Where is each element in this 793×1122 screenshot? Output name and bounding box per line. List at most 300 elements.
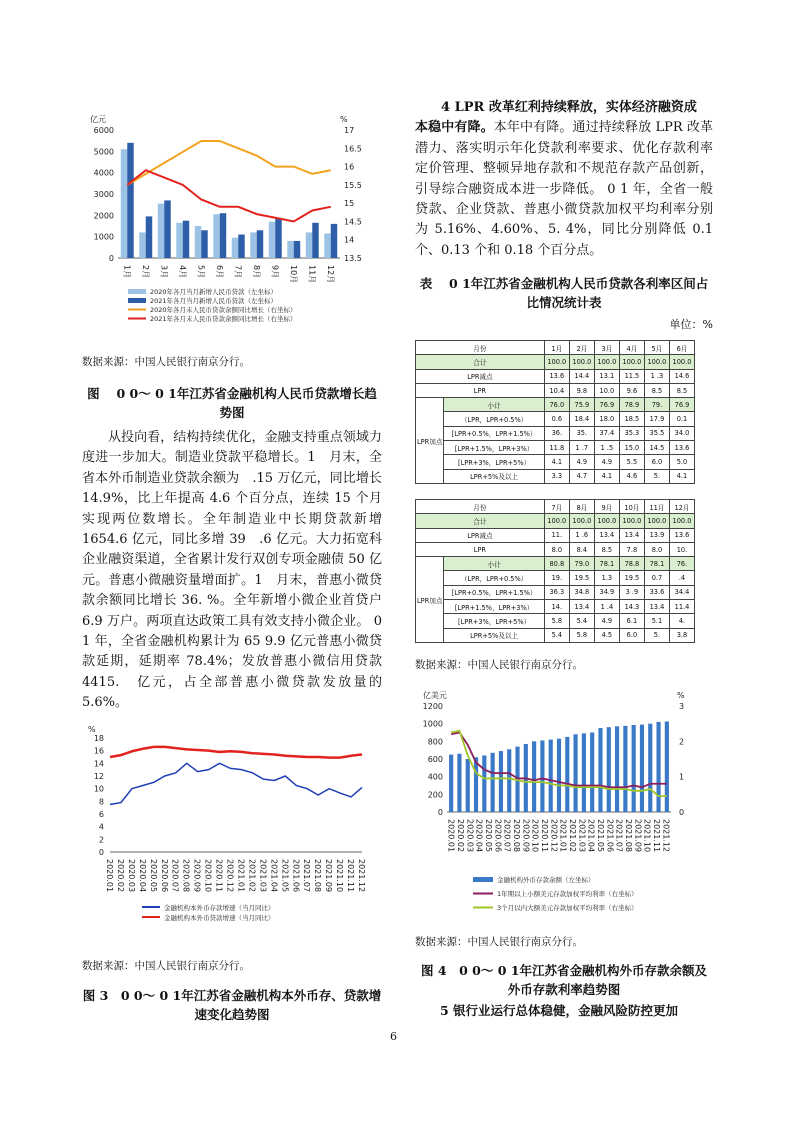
table-b-row: [416, 585, 695, 599]
fig3-y-tick: 10: [93, 784, 104, 794]
fig4-bar: [482, 755, 486, 812]
right-paragraph: [415, 98, 727, 261]
fig1-bar: [238, 235, 244, 258]
fig1-bar: [176, 223, 182, 258]
fig1-x-tick: 6月: [214, 265, 224, 279]
fig4-yleft-tick: 200: [427, 790, 443, 800]
table-a-row: [416, 441, 695, 455]
table-b-cell: 13.4: [569, 600, 594, 614]
fig4-bar: [615, 726, 619, 812]
table-a-cell: 3.3: [544, 469, 569, 483]
table-a-cell: 35.5: [644, 426, 669, 440]
rate-table-b: [415, 499, 695, 643]
table-b-cell: 79.0: [569, 557, 594, 571]
table-a-cell: 11.5: [619, 369, 644, 383]
table-b-cell: 6.0: [619, 628, 644, 642]
table-b-header-cell: 12月: [669, 500, 694, 514]
fig1-source: 数据来源：中国人民银行南京分行。: [82, 356, 250, 368]
fig1-caption: 图 0 0～ 0 1年江苏省金融机构人民币贷款增长趋势图: [87, 386, 377, 420]
table-unit: 单位：%: [669, 318, 713, 331]
fig1-right-unit: %: [340, 115, 348, 124]
table-a-cell: 100.0: [569, 355, 594, 369]
table-b-cell: 8.0: [544, 542, 569, 556]
fig3-x-tick: 2021.07: [302, 859, 312, 893]
fig4-x-tick: 2021.03: [577, 819, 587, 853]
table-a-cell: 6.0: [644, 455, 669, 469]
table-b-cell: 3.8: [669, 628, 694, 642]
fig4-x-tick: 2021.05: [596, 819, 605, 853]
table-a-cell: 76.9: [669, 398, 694, 412]
fig1-x-tick: 12月: [325, 265, 335, 284]
fig1-bar: [139, 232, 145, 258]
fig4-right-unit: %: [677, 691, 685, 700]
table-b-cell: 13.4: [619, 528, 644, 542]
fig1-x-tick: 3月: [159, 265, 169, 279]
fig4-yleft-tick: 400: [427, 772, 443, 782]
fig3-y-tick: 4: [98, 822, 104, 832]
table-b-cell: 8.0: [644, 542, 669, 556]
table-b-cell: 100.0: [644, 514, 669, 528]
table-a-cell: 0.1: [669, 412, 694, 426]
table-b-row-label: 合计: [416, 514, 545, 528]
fig3-caption: 图 3 0 0～ 0 1年江苏省金融机构本外币存、贷款增速变化趋势图: [82, 988, 382, 1022]
fig1-legend-label: 2020年各月当月新增人民币贷款（左坐标）: [150, 288, 278, 296]
table-a-cell: 5.: [644, 469, 669, 483]
fig4-bar: [590, 733, 594, 813]
table-a-row-label: LPR+5%及以上: [444, 469, 544, 483]
fig4-bar: [598, 728, 602, 812]
table-a-cell: 14.4: [569, 369, 594, 383]
fig1-bar: [146, 216, 152, 258]
table-a-row: [416, 355, 695, 369]
fig4-x-tick: 2020.12: [549, 819, 559, 853]
fig1-yright-tick: 14: [344, 235, 355, 245]
fig3-x-tick: 2021.01: [236, 859, 246, 893]
fig3-y-tick: 8: [98, 797, 104, 807]
fig4-yleft-tick: 1200: [422, 702, 443, 711]
table-b-cell: 1.3: [594, 571, 619, 585]
fig4-x-tick: 2020.08: [512, 819, 521, 853]
table-b-cell: 10.: [669, 542, 694, 556]
table-a-header-cell: 4月: [619, 341, 644, 355]
table-b-cell: 14.: [544, 600, 569, 614]
table-a-group-label: LPR加点: [416, 398, 444, 484]
fig1-yright-tick: 17: [344, 126, 355, 135]
fig4-bar: [665, 721, 669, 812]
table-b-cell: 5.8: [569, 628, 594, 642]
table-b-header-cell: 月份: [416, 500, 545, 514]
fig1-bar: [164, 200, 170, 258]
table-a-row-label: 合计: [416, 355, 545, 369]
table-b-row: [416, 628, 695, 642]
table-b-row-label: 小计: [444, 557, 544, 571]
table-b-group-label: LPR加点: [416, 557, 444, 643]
fig3-x-tick: 2020.10: [203, 859, 213, 893]
fig1-legend-label: 2021年各月末人民币贷款余额同比增长（右坐标）: [150, 315, 297, 323]
table-a-row: [416, 383, 695, 397]
fig4-x-tick: 2020.09: [521, 819, 531, 853]
table-a-cell: 4.6: [619, 469, 644, 483]
table-a-cell: 13.6: [669, 441, 694, 455]
fig1-bar: [232, 238, 238, 258]
table-a-cell: 76.9: [594, 398, 619, 412]
fig1-legend-label: 2021年各月当月新增人民币贷款（左坐标）: [150, 297, 278, 305]
fig1-line: [127, 170, 331, 221]
fig4-x-tick: 2020.10: [530, 819, 540, 853]
table-a-cell: 100.0: [619, 355, 644, 369]
table-b-cell: 6.1: [619, 614, 644, 628]
fig4-bar: [582, 733, 586, 812]
table-a-header-cell: 3月: [594, 341, 619, 355]
table-b-row-label: LPR+5%及以上: [444, 628, 544, 642]
fig3-legend-label: 金融机构本外币存款增速（当月同比）: [164, 904, 275, 912]
table-b-cell: .4: [669, 571, 694, 585]
table-a-row: [416, 469, 695, 483]
fig3-y-tick: 6: [98, 810, 104, 819]
table-a-row-label: [LPR+3%，LPR+5%）: [444, 455, 544, 469]
table-b-cell: 13.9: [644, 528, 669, 542]
fig4-bar: [491, 753, 495, 812]
fig3-x-tick: 2021.05: [280, 859, 290, 893]
table-b-row: [416, 614, 695, 628]
table-a-row: [416, 426, 695, 440]
fig4-x-tick: 2020.02: [456, 819, 465, 853]
fig1-yright-tick: 15.5: [344, 180, 362, 190]
fig3-x-tick: 2020.12: [225, 859, 235, 893]
table-a-cell: 9.6: [619, 383, 644, 397]
fig3-unit: %: [88, 725, 96, 734]
fig1-bar: [294, 241, 300, 258]
fig1-bar: [158, 204, 164, 258]
table-b-cell: 19.5: [569, 571, 594, 585]
table-a-cell: 9.8: [569, 383, 594, 397]
table-b-header-cell: 10月: [619, 500, 644, 514]
left-paragraph: 从投向看，结构持续优化，金融支持重点领域力度进一步加大。制造业贷款平稳增长。1 月末，全省本外币制造业贷款余额为 .15 万亿元，同比增长 14.9%，比上年提高 4.6 个百分点，连续 15 个月实现两位数增长。全年制造业中长期贷款新增 1654.6 亿元，同比多增 39 .6 亿元。大力拓宽科企业融资渠道，全省累计发行双创专项金融债 50 亿元。普惠小微融资量增面扩。1 月末，普惠小微贷款余额同比增长 36. %。全年新增小微企业首贷户 6.9 万户。两项直达政策工具有效支持小微企业。 0 1 年，全省金融机构累计为 65 9.9 亿元普惠小微贷款延期，延期率 78.4%；发放普惠小微信用贷款 4415. 亿元，占全部普惠小微贷款发放量的 5.6%。: [82, 430, 396, 711]
fig1-legend-swatch: [128, 298, 146, 303]
fig4-legend-label: 1年期以上小额美元存款加权平均利率（右坐标）: [497, 890, 638, 898]
fig4-yright-tick: 0: [679, 808, 685, 817]
table-a-cell: 4.9: [594, 455, 619, 469]
table-b-cell: 34.4: [669, 585, 694, 599]
table-b-row: [416, 514, 695, 528]
table-a-row: [416, 398, 695, 412]
fig1-x-tick: 8月: [251, 265, 261, 279]
fig4-x-tick: 2021.08: [624, 819, 633, 853]
fig1-yleft-tick: 2000: [93, 211, 114, 221]
table-b-cell: 78.1: [594, 557, 619, 571]
fig3-x-tick: 2021.09: [324, 859, 334, 893]
table-b-cell: 13.4: [644, 600, 669, 614]
fig4-x-tick: 2020.03: [465, 819, 475, 853]
table-b-cell: 7.8: [619, 542, 644, 556]
fig3-x-tick: 2021.03: [258, 859, 268, 893]
table-b-cell: 8.5: [594, 542, 619, 556]
fig4-chart: [415, 686, 713, 922]
fig4-x-tick: 2021.12: [661, 819, 671, 853]
fig4-x-tick: 2020.06: [493, 819, 503, 853]
table-source: 数据来源：中国人民银行南京分行。: [415, 659, 583, 671]
fig3-x-tick: 2020.08: [181, 859, 191, 893]
table-b-cell: 4.9: [594, 614, 619, 628]
fig1-bar: [257, 230, 263, 258]
table-a-header-cell: 2月: [569, 341, 594, 355]
table-a-cell: 78.9: [619, 398, 644, 412]
fig1-yright-tick: 16.5: [344, 144, 362, 154]
fig4-bar: [632, 725, 636, 812]
fig4-bar: [640, 725, 644, 812]
fig4-yright-tick: 1: [679, 772, 685, 782]
fig3-x-tick: 2020.06: [159, 859, 169, 893]
fig4-bar: [623, 726, 627, 812]
fig1-x-tick: 5月: [196, 265, 206, 279]
fig4-yright-tick: 2: [679, 737, 685, 747]
fig1-yright-tick: 15: [344, 199, 355, 209]
fig4-bar: [499, 751, 503, 812]
table-b-row: [416, 528, 695, 542]
fig4-x-tick: 2021.06: [605, 819, 615, 853]
fig1-line: [127, 141, 331, 185]
fig1-bar: [287, 241, 293, 258]
table-a-cell: 13.1: [594, 369, 619, 383]
table-a-cell: 8.5: [644, 383, 669, 397]
fig4-bar: [557, 739, 561, 812]
fig3-source: 数据来源：中国人民银行南京分行。: [82, 960, 250, 972]
table-a-row: [416, 412, 695, 426]
table-a-cell: 4.1: [544, 455, 569, 469]
table-b-cell: 5.4: [544, 628, 569, 642]
table-a-cell: 5.5: [619, 455, 644, 469]
fig4-x-tick: 2021.11: [652, 819, 661, 853]
table-a-cell: 34.0: [669, 426, 694, 440]
table-a-cell: 18.0: [594, 412, 619, 426]
fig4-legend-label: 金融机构外币存款余额（左坐标）: [497, 876, 595, 884]
table-b-cell: 11.4: [669, 600, 694, 614]
fig3-x-tick: 2020.01: [105, 859, 114, 893]
table-a-row-label: （LPR，LPR+0.5%）: [444, 412, 544, 426]
fig3-x-tick: 2020.04: [137, 859, 147, 893]
fig4-yleft-tick: 800: [427, 737, 443, 747]
fig1-yleft-tick: 4000: [93, 168, 114, 178]
table-b-cell: 5.1: [644, 614, 669, 628]
fig4-yleft-tick: 0: [437, 808, 443, 817]
table-b-cell: 100.0: [669, 514, 694, 528]
fig3-x-tick: 2021.11: [346, 859, 356, 893]
table-b-row: [416, 600, 695, 614]
table-a-cell: 8.5: [669, 383, 694, 397]
fig3-y-tick: 2: [98, 835, 104, 845]
table-a-cell: 17.9: [644, 412, 669, 426]
fig3-line: [110, 763, 362, 804]
fig1-yleft-tick: 0: [108, 254, 114, 263]
fig3-x-tick: 2021.02: [247, 859, 257, 893]
fig1-bar: [250, 232, 256, 258]
table-b-cell: 0.7: [644, 571, 669, 585]
table-b-row-label: [LPR+3%，LPR+5%）: [444, 614, 544, 628]
fig4-bar: [507, 749, 511, 812]
table-b-cell: 34.8: [569, 585, 594, 599]
fig1-yleft-tick: 3000: [93, 190, 114, 199]
fig1-yright-tick: 13.5: [344, 254, 362, 263]
fig3-y-tick: 14: [93, 759, 104, 769]
fig4-x-tick: 2021.10: [642, 819, 652, 853]
fig1-bar: [312, 223, 318, 258]
fig1-x-tick: 1月: [122, 265, 132, 279]
fig4-yright-tick: 3: [679, 702, 685, 711]
table-a-cell: 4.1: [669, 469, 694, 483]
fig3-legend-label: 金融机构本外币贷款增速（当月同比）: [164, 914, 275, 922]
table-b-cell: 78.1: [644, 557, 669, 571]
fig3-x-tick: 2020.07: [170, 859, 180, 893]
table-b-cell: 11.: [544, 528, 569, 542]
fig3-chart: [82, 722, 382, 942]
fig4-bar: [532, 741, 536, 812]
table-a-header-cell: 5月: [644, 341, 669, 355]
table-a-header-cell: 月份: [416, 341, 545, 355]
table-b-row-label: LPR减点: [416, 528, 545, 542]
table-b-row-label: [LPR+1.5%，LPR+3%）: [444, 600, 544, 614]
table-b-cell: 5.4: [569, 614, 594, 628]
fig4-bar: [449, 755, 453, 812]
fig4-x-tick: 2020.07: [502, 819, 512, 853]
fig4-bar: [648, 724, 652, 812]
fig1-bar: [121, 149, 127, 258]
table-b-cell: 33.6: [644, 585, 669, 599]
table-a-cell: 4.9: [569, 455, 594, 469]
table-b-header-cell: 11月: [644, 500, 669, 514]
table-a-cell: 0.6: [544, 412, 569, 426]
table-a-cell: 100.0: [594, 355, 619, 369]
fig1-yleft-tick: 1000: [93, 232, 114, 242]
table-b-cell: 4.5: [594, 628, 619, 642]
fig1-bar: [306, 232, 312, 258]
fig4-x-tick: 2020.01: [446, 819, 456, 853]
page-number: 6: [390, 1030, 397, 1043]
fig4-bar: [574, 734, 578, 812]
fig4-left-unit: 亿美元: [423, 691, 447, 700]
table-b-cell: 5.8: [544, 614, 569, 628]
table-a-cell: 13.6: [544, 369, 569, 383]
right-tail: 5 银行业运行总体稳健，金融风险防控更加: [440, 1003, 679, 1018]
fig1-bar: [195, 226, 201, 258]
fig1-yleft-tick: 5000: [93, 147, 114, 157]
table-b-cell: 13.4: [594, 528, 619, 542]
fig1-bar: [331, 224, 337, 258]
fig1-left-unit: 亿元: [90, 115, 106, 124]
fig4-x-tick: 2021.07: [614, 819, 624, 853]
fig1-bar: [127, 143, 133, 258]
fig3-x-tick: 2020.05: [148, 859, 158, 893]
table-b-cell: 8.4: [569, 542, 594, 556]
fig4-yleft-tick: 1000: [422, 719, 443, 729]
table-a-row-label: LPR减点: [416, 369, 545, 383]
fig4-yleft-tick: 600: [427, 755, 443, 764]
fig4-x-tick: 2020.11: [540, 819, 549, 853]
fig1-yright-tick: 16: [344, 162, 355, 172]
table-a-cell: 1 .3: [644, 369, 669, 383]
table-a-cell: 11.8: [544, 441, 569, 455]
table-a-cell: 35.: [569, 426, 594, 440]
table-a-cell: 76.0: [544, 398, 569, 412]
fig4-bar: [607, 727, 611, 812]
fig4-bar: [466, 759, 470, 812]
table-a-cell: 5.0: [669, 455, 694, 469]
table-b-cell: 19.: [544, 571, 569, 585]
table-b-row: [416, 542, 695, 556]
fig3-x-tick: 2020.09: [192, 859, 202, 893]
fig3-x-tick: 2021.04: [269, 859, 279, 893]
right-body: 本年中有降。通过持续释放 LPR 改革潜力、落实明示年化贷款利率要求、优化存款利率定价管理、整顿异地存款和不规范存款产品创新，引导综合融资成本进一步降低。 0 1 年，全省一般贷款、企业贷款、普惠小微贷款加权平均利率分别为 5.16%、4.60%、5. 4%，同比分别降低 0.1 个、0.13 个和 0.18 个百分点。: [415, 120, 727, 258]
fig1-bar: [324, 233, 330, 258]
table-b-cell: 5.: [644, 628, 669, 642]
fig4-x-tick: 2021.09: [633, 819, 643, 853]
table-b-cell: 100.0: [544, 514, 569, 528]
table-a-header-row: [416, 341, 695, 355]
fig1-bar: [183, 221, 189, 258]
fig4-bar: [474, 757, 478, 812]
fig1-x-tick: 11月: [307, 265, 317, 284]
table-a-cell: 36.: [544, 426, 569, 440]
table-b-cell: 14.3: [619, 600, 644, 614]
fig1-legend-swatch: [128, 289, 146, 294]
fig1-x-tick: 9月: [270, 265, 280, 279]
table-b-cell: 36.3: [544, 585, 569, 599]
table-b-cell: 3 .9: [619, 585, 644, 599]
table-a-row: [416, 455, 695, 469]
fig4-x-tick: 2020.05: [484, 819, 493, 853]
fig4-bar: [565, 737, 569, 812]
fig3-y-tick: 12: [93, 772, 104, 781]
table-b-header-cell: 7月: [544, 500, 569, 514]
table-a-cell: 15.0: [619, 441, 644, 455]
fig1-bar: [269, 222, 275, 258]
fig3-y-tick: 0: [98, 848, 104, 857]
fig3-x-tick: 2020.02: [115, 859, 125, 893]
table-a-row-label: [LPR+1.5%，LPR+3%）: [444, 441, 544, 455]
table-a-cell: 18.4: [569, 412, 594, 426]
fig3-x-tick: 2020.11: [214, 859, 224, 893]
table-b-row-label: LPR: [416, 542, 545, 556]
right-heading: 4 LPR 改革红利持续释放，实体经济融资成: [441, 100, 697, 115]
table-a-row-label: [LPR+0.5%，LPR+1.5%）: [444, 426, 544, 440]
table-a-row-label: 小计: [444, 398, 544, 412]
fig3-x-tick: 2021.10: [335, 859, 345, 893]
table-b-cell: 76.: [669, 557, 694, 571]
fig4-bar: [540, 740, 544, 812]
table-a-cell: 1 .7: [569, 441, 594, 455]
table-b-cell: 34.9: [594, 585, 619, 599]
fig4-source: 数据来源：中国人民银行南京分行。: [415, 936, 583, 948]
table-title: 表 0 1年江苏省金融机构人民币贷款各利率区间占比情况统计表: [419, 276, 709, 310]
fig3-line: [110, 747, 362, 758]
fig3-y-tick: 16: [93, 746, 104, 756]
table-a-cell: 37.4: [594, 426, 619, 440]
table-b-row-label: （LPR，LPR+0.5%）: [444, 571, 544, 585]
fig3-x-tick: 2021.08: [313, 859, 323, 893]
fig1-x-tick: 4月: [177, 265, 187, 279]
fig3-y-tick: 18: [93, 734, 104, 743]
table-a-cell: 1 .5: [594, 441, 619, 455]
fig4-x-tick: 2021.01: [558, 819, 568, 853]
table-a-cell: 35.3: [619, 426, 644, 440]
fig1-yright-tick: 14.5: [344, 217, 362, 227]
table-b-row: [416, 571, 695, 585]
table-a-cell: 75.9: [569, 398, 594, 412]
fig4-x-tick: 2020.04: [474, 819, 484, 853]
fig4-legend-label: 3个月以内大额美元存款加权平均利率（右坐标）: [497, 904, 638, 912]
fig1-x-tick: 2月: [140, 265, 150, 279]
table-b-header-cell: 9月: [594, 500, 619, 514]
table-b-cell: 100.0: [619, 514, 644, 528]
